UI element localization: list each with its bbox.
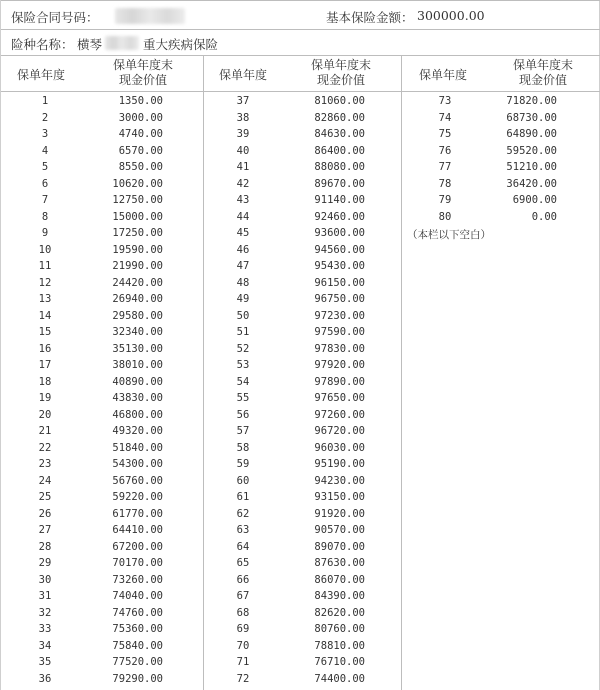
policy-year: 43 xyxy=(236,194,250,206)
cash-value: 43830.00 xyxy=(112,392,163,404)
cash-value: 79290.00 xyxy=(112,672,163,685)
cash-value: 70170.00 xyxy=(112,557,163,569)
policy-year: 23 xyxy=(38,458,52,470)
cash-value: 38010.00 xyxy=(112,359,163,371)
cash-value: 21990.00 xyxy=(112,260,163,272)
cash-value: 10620.00 xyxy=(112,177,163,190)
policy-year: 28 xyxy=(38,540,52,553)
policy-year: 76 xyxy=(438,144,452,157)
table-row xyxy=(1,621,203,638)
cash-value: 87630.00 xyxy=(314,557,365,569)
cash-value: 74760.00 xyxy=(112,606,163,619)
cash-value: 71820.00 xyxy=(506,95,557,107)
policy-year: 45 xyxy=(236,227,250,239)
table-row xyxy=(401,159,600,176)
cash-value: 92460.00 xyxy=(314,210,365,223)
table-row xyxy=(1,126,203,143)
table-row xyxy=(1,242,203,259)
table-row xyxy=(1,275,203,292)
table-row xyxy=(203,374,401,391)
cash-value: 74400.00 xyxy=(314,672,365,685)
cash-value: 89070.00 xyxy=(314,540,365,553)
policy-year: 54 xyxy=(236,375,250,388)
table-row xyxy=(203,440,401,457)
cash-value: 94560.00 xyxy=(314,243,365,256)
cash-value: 82620.00 xyxy=(314,606,365,619)
cash-value: 96150.00 xyxy=(314,276,365,289)
value-header: 保单年度末 现金价值 xyxy=(310,58,371,87)
policy-year: 12 xyxy=(38,276,52,289)
policy-year: 65 xyxy=(236,557,250,569)
policy-year: 77 xyxy=(438,161,452,173)
cash-value: 97890.00 xyxy=(314,375,365,388)
table-row xyxy=(203,357,401,374)
policy-year: 38 xyxy=(236,111,250,124)
table-row xyxy=(1,225,203,242)
cash-value: 76710.00 xyxy=(314,656,365,668)
policy-year: 78 xyxy=(438,177,452,190)
table-row xyxy=(1,423,203,440)
policy-year: 57 xyxy=(236,425,250,437)
policy-year: 15 xyxy=(38,326,52,338)
cash-value: 59220.00 xyxy=(112,491,163,503)
policy-year: 73 xyxy=(438,95,452,107)
table-row xyxy=(1,605,203,622)
policy-year: 11 xyxy=(38,260,52,272)
policy-year: 64 xyxy=(236,540,250,553)
header-row-1 xyxy=(1,0,600,30)
table-row xyxy=(401,110,600,127)
cash-value: 59520.00 xyxy=(506,144,557,157)
policy-year: 71 xyxy=(236,656,250,668)
table-row xyxy=(203,110,401,127)
cash-value: 61770.00 xyxy=(112,507,163,520)
table-row xyxy=(1,143,203,160)
cash-value: 26940.00 xyxy=(112,293,163,305)
table-row xyxy=(1,308,203,325)
table-row xyxy=(203,588,401,605)
policy-year: 37 xyxy=(236,95,250,107)
table-row xyxy=(401,143,600,160)
cash-value: 3000.00 xyxy=(118,111,163,124)
cash-value: 6900.00 xyxy=(512,194,557,206)
policy-year: 75 xyxy=(438,128,452,140)
cash-value: 36420.00 xyxy=(506,177,557,190)
cash-value: 24420.00 xyxy=(112,276,163,289)
sum-insured-value: 300000.00 xyxy=(417,8,485,23)
table-row xyxy=(203,572,401,589)
policy-year: 52 xyxy=(236,342,250,355)
policy-year: 18 xyxy=(38,375,52,388)
policy-year: 2 xyxy=(41,111,49,124)
policy-year: 32 xyxy=(38,606,52,619)
policy-year: 35 xyxy=(38,656,52,668)
product-label: 险种名称： xyxy=(11,37,74,52)
cash-value: 96720.00 xyxy=(314,425,365,437)
table-row xyxy=(203,341,401,358)
policy-year: 19 xyxy=(38,392,52,404)
table-row xyxy=(203,555,401,572)
cash-value-column-2 xyxy=(203,93,401,690)
table-row xyxy=(203,638,401,655)
cash-value: 89670.00 xyxy=(314,177,365,190)
cash-value: 49320.00 xyxy=(112,425,163,437)
table-row xyxy=(1,506,203,523)
table-row xyxy=(401,176,600,193)
cash-value: 86070.00 xyxy=(314,573,365,586)
column-header-2 xyxy=(203,56,401,92)
policy-year: 50 xyxy=(236,309,250,322)
column-header-3 xyxy=(401,56,600,92)
redacted-product-name xyxy=(105,36,139,50)
cash-value: 64410.00 xyxy=(112,524,163,536)
policy-year: 8 xyxy=(41,210,49,223)
cash-value: 95190.00 xyxy=(314,458,365,470)
table-row xyxy=(1,440,203,457)
blank-below-note: （本栏以下空白） xyxy=(407,229,491,241)
policy-year: 20 xyxy=(38,408,52,421)
table-row xyxy=(1,110,203,127)
cash-value: 84390.00 xyxy=(314,590,365,602)
cash-value: 56760.00 xyxy=(112,474,163,487)
policy-year: 63 xyxy=(236,524,250,536)
table-row xyxy=(1,407,203,424)
table-row xyxy=(401,126,600,143)
policy-year: 41 xyxy=(236,161,250,173)
cash-value: 82860.00 xyxy=(314,111,365,124)
cash-value: 29580.00 xyxy=(112,309,163,322)
policy-year: 7 xyxy=(41,194,49,206)
policy-year: 22 xyxy=(38,441,52,454)
policy-year: 72 xyxy=(236,672,250,685)
cash-value: 8550.00 xyxy=(118,161,163,173)
table-row xyxy=(203,93,401,110)
policy-year: 42 xyxy=(236,177,250,190)
cash-value: 1350.00 xyxy=(118,95,163,107)
redacted-contract-number xyxy=(115,8,185,24)
cash-value: 97650.00 xyxy=(314,392,365,404)
table-row xyxy=(1,456,203,473)
table-row xyxy=(203,159,401,176)
policy-year: 34 xyxy=(38,639,52,652)
table-row xyxy=(203,489,401,506)
policy-year: 30 xyxy=(38,573,52,586)
policy-year: 39 xyxy=(236,128,250,140)
table-row xyxy=(1,671,203,688)
table-row xyxy=(203,506,401,523)
cash-value: 93150.00 xyxy=(314,491,365,503)
policy-year: 46 xyxy=(236,243,250,256)
table-row xyxy=(203,671,401,688)
table-row xyxy=(1,555,203,572)
table-row xyxy=(203,308,401,325)
table-row xyxy=(1,93,203,110)
table-row xyxy=(203,473,401,490)
cash-value: 64890.00 xyxy=(506,128,557,140)
cash-value: 93600.00 xyxy=(314,227,365,239)
table-row xyxy=(203,654,401,671)
table-row xyxy=(203,456,401,473)
policy-year: 55 xyxy=(236,392,250,404)
cash-value: 15000.00 xyxy=(112,210,163,223)
table-row xyxy=(1,654,203,671)
cash-value: 4740.00 xyxy=(118,128,163,140)
policy-year: 62 xyxy=(236,507,250,520)
table-row xyxy=(203,423,401,440)
policy-year: 79 xyxy=(438,194,452,206)
value-header: 保单年度末 现金价值 xyxy=(512,58,573,87)
table-row xyxy=(203,143,401,160)
policy-year: 56 xyxy=(236,408,250,421)
policy-year: 67 xyxy=(236,590,250,602)
cash-value: 91140.00 xyxy=(314,194,365,206)
table-row xyxy=(203,390,401,407)
cash-value: 96750.00 xyxy=(314,293,365,305)
policy-year: 14 xyxy=(38,309,52,322)
table-row xyxy=(1,324,203,341)
table-row xyxy=(1,159,203,176)
cash-value: 97830.00 xyxy=(314,342,365,355)
contract-number-label: 保险合同号码： xyxy=(11,10,99,25)
cash-value: 96030.00 xyxy=(314,441,365,454)
cash-value: 97260.00 xyxy=(314,408,365,421)
table-row xyxy=(1,572,203,589)
cash-value: 78810.00 xyxy=(314,639,365,652)
table-row xyxy=(203,242,401,259)
table-row xyxy=(203,209,401,226)
year-header: 保单年度 xyxy=(17,68,66,82)
table-row xyxy=(1,539,203,556)
cash-value: 0.00 xyxy=(531,210,557,223)
table-row xyxy=(1,341,203,358)
year-header: 保单年度 xyxy=(419,68,468,82)
policy-year: 24 xyxy=(38,474,52,487)
table-row xyxy=(1,192,203,209)
table-row xyxy=(203,539,401,556)
policy-year: 49 xyxy=(236,293,250,305)
table-row xyxy=(203,291,401,308)
table-row xyxy=(1,176,203,193)
policy-year: 16 xyxy=(38,342,52,355)
policy-year: 21 xyxy=(38,425,52,437)
column-header-1 xyxy=(1,56,203,92)
table-row xyxy=(203,407,401,424)
policy-year: 47 xyxy=(236,260,250,272)
table-row xyxy=(203,126,401,143)
table-row xyxy=(203,522,401,539)
cash-value: 86400.00 xyxy=(314,144,365,157)
cash-value: 67200.00 xyxy=(112,540,163,553)
policy-year: 5 xyxy=(41,161,49,173)
cash-value: 32340.00 xyxy=(112,326,163,338)
cash-value: 91920.00 xyxy=(314,507,365,520)
table-row xyxy=(1,209,203,226)
cash-value: 75840.00 xyxy=(112,639,163,652)
table-row xyxy=(401,93,600,110)
cash-value: 74040.00 xyxy=(112,590,163,602)
header-row-2 xyxy=(1,30,600,56)
policy-year: 31 xyxy=(38,590,52,602)
policy-year: 58 xyxy=(236,441,250,454)
cash-value: 17250.00 xyxy=(112,227,163,239)
table-row xyxy=(1,374,203,391)
cash-value: 35130.00 xyxy=(112,342,163,355)
policy-year: 40 xyxy=(236,144,250,157)
policy-year: 26 xyxy=(38,507,52,520)
sum-insured-label: 基本保险金额： xyxy=(326,10,414,25)
table-row xyxy=(203,275,401,292)
policy-year: 6 xyxy=(41,177,49,190)
policy-year: 53 xyxy=(236,359,250,371)
table-row xyxy=(1,291,203,308)
table-row xyxy=(203,605,401,622)
table-row xyxy=(401,209,600,226)
cash-value: 73260.00 xyxy=(112,573,163,586)
cash-value: 19590.00 xyxy=(112,243,163,256)
policy-year: 9 xyxy=(41,227,49,239)
policy-year: 13 xyxy=(38,293,52,305)
cash-value: 90570.00 xyxy=(314,524,365,536)
cash-value: 68730.00 xyxy=(506,111,557,124)
cash-value-column-1 xyxy=(1,93,203,690)
policy-year: 33 xyxy=(38,623,52,635)
policy-year: 10 xyxy=(38,243,52,256)
cash-value: 88080.00 xyxy=(314,161,365,173)
policy-year: 25 xyxy=(38,491,52,503)
policy-year: 27 xyxy=(38,524,52,536)
cash-value: 46800.00 xyxy=(112,408,163,421)
cash-value: 54300.00 xyxy=(112,458,163,470)
cash-value: 97920.00 xyxy=(314,359,365,371)
table-row xyxy=(203,225,401,242)
cash-value: 97230.00 xyxy=(314,309,365,322)
table-row xyxy=(1,522,203,539)
policy-year: 3 xyxy=(41,128,49,140)
table-row xyxy=(1,390,203,407)
cash-value: 75360.00 xyxy=(112,623,163,635)
policy-year: 68 xyxy=(236,606,250,619)
table-row xyxy=(203,324,401,341)
cash-value: 80760.00 xyxy=(314,623,365,635)
cash-value: 84630.00 xyxy=(314,128,365,140)
policy-year: 44 xyxy=(236,210,250,223)
table-row xyxy=(1,258,203,275)
cash-value: 81060.00 xyxy=(314,95,365,107)
cash-value: 77520.00 xyxy=(112,656,163,668)
policy-year: 60 xyxy=(236,474,250,487)
cash-value-column-3 xyxy=(401,93,600,690)
cash-value: 97590.00 xyxy=(314,326,365,338)
policy-year: 36 xyxy=(38,672,52,685)
table-row xyxy=(203,258,401,275)
policy-year: 74 xyxy=(438,111,452,124)
policy-year: 61 xyxy=(236,491,250,503)
table-row xyxy=(203,176,401,193)
cash-value: 40890.00 xyxy=(112,375,163,388)
table-row xyxy=(203,192,401,209)
value-header: 保单年度末 现金价值 xyxy=(112,58,173,87)
policy-year: 1 xyxy=(41,95,49,107)
policy-year: 29 xyxy=(38,557,52,569)
cash-value: 51210.00 xyxy=(506,161,557,173)
year-header: 保单年度 xyxy=(219,68,268,82)
table-row xyxy=(1,638,203,655)
policy-year: 17 xyxy=(38,359,52,371)
product-name-prefix: 横琴 xyxy=(77,37,103,52)
policy-year: 48 xyxy=(236,276,250,289)
table-row xyxy=(203,621,401,638)
policy-year: 66 xyxy=(236,573,250,586)
policy-year: 51 xyxy=(236,326,250,338)
table-row xyxy=(1,473,203,490)
cash-value: 6570.00 xyxy=(118,144,163,157)
policy-year: 69 xyxy=(236,623,250,635)
product-name-suffix: 重大疾病保险 xyxy=(143,37,219,52)
policy-year: 70 xyxy=(236,639,250,652)
table-row xyxy=(1,357,203,374)
cash-value: 12750.00 xyxy=(112,194,163,206)
policy-year: 80 xyxy=(438,210,452,223)
table-row xyxy=(1,489,203,506)
table-row xyxy=(401,192,600,209)
policy-year: 4 xyxy=(41,144,49,157)
policy-year: 59 xyxy=(236,458,250,470)
table-row xyxy=(1,588,203,605)
cash-value: 51840.00 xyxy=(112,441,163,454)
cash-value: 95430.00 xyxy=(314,260,365,272)
cash-value: 94230.00 xyxy=(314,474,365,487)
